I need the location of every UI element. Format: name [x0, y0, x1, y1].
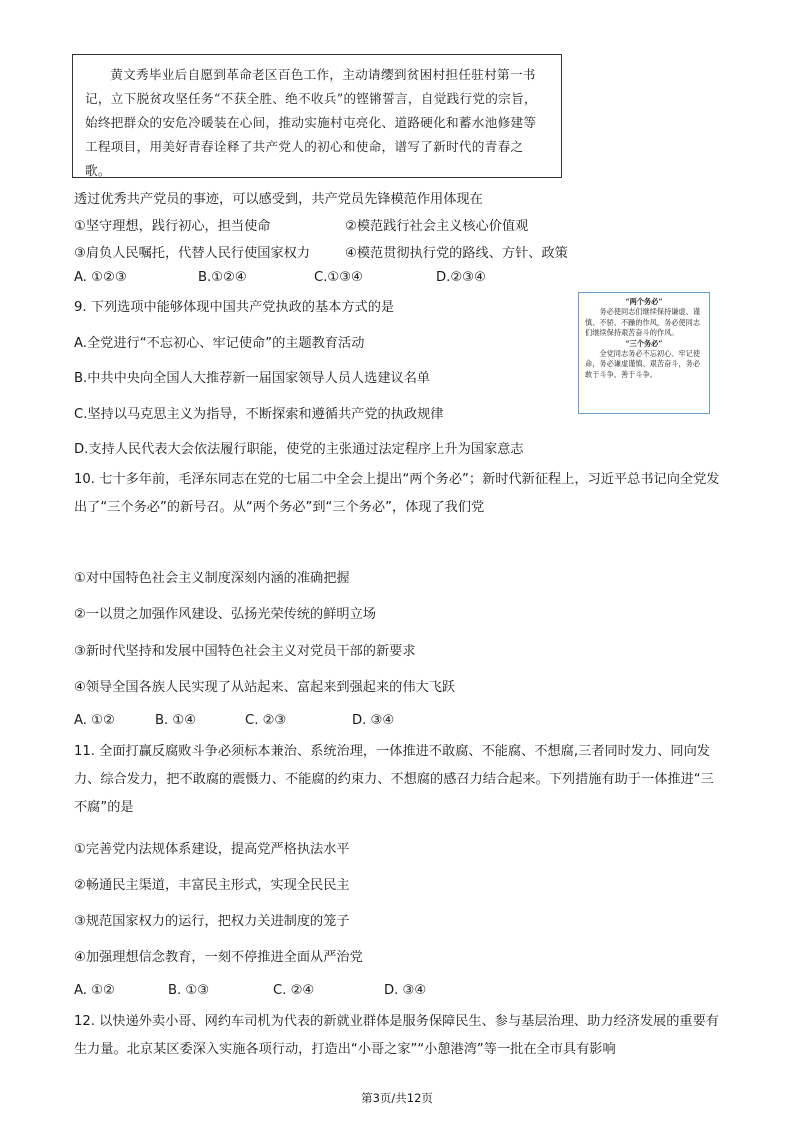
q11-choice-c: C. ②④	[273, 983, 315, 998]
q8-stem: 透过优秀共产党员的事迹，可以感受到，共产党员先锋模范作用体现在	[74, 192, 483, 207]
q10-choice-a: A. ①②	[74, 713, 115, 728]
q10-item-2: ②一以贯之加强作风建设、弘扬光荣传统的鲜明立场	[74, 607, 376, 622]
material-text: 黄文秀毕业后自愿到革命老区百色工作，主动请缨到贫困村担任驻村第一书记，立下脱贫攻坚任务“不获全胜、绝不收兵”的铿锵誓言，自觉践行党的宗旨，始终把群众的安危冷暖装在心间，推动实施村屯亮化、道路硬化和蓄水池修建等工程项目，用美好青春诠释了共产党人的初心和使命，谱写了新时代的青春之歌。	[85, 67, 537, 178]
page-number: 第3页/共12页	[361, 1091, 433, 1105]
q10-choice-b: B. ①④	[155, 713, 197, 728]
q11-item-1: ①完善党内法规体系建设，提高党严格执法水平	[74, 842, 350, 857]
q10-choice-d: D. ③④	[352, 713, 395, 728]
q8-item-2: ②模范践行社会主义核心价值观	[345, 219, 529, 234]
q9-option-a: A.全党进行“不忘初心、牢记使命”的主题教育活动	[74, 336, 365, 351]
q10-choice-c: C. ②③	[245, 713, 287, 728]
material-box	[72, 54, 562, 178]
q8-item-3: ③肩负人民嘱托，代替人民行使国家权力	[74, 246, 311, 261]
two-three-musts-box	[578, 292, 710, 414]
q11-choice-a: A. ①②	[74, 983, 115, 998]
q8-choice-d: D.②③④	[436, 270, 486, 285]
q9-option-c: C.坚持以马克思主义为指导，不断探索和遵循共产党的执政规律	[74, 407, 444, 422]
q8-item-4: ④模范贯彻执行党的路线、方针、政策	[345, 246, 568, 261]
q11-choice-b: B. ①③	[168, 983, 210, 998]
q11-item-4: ④加强理想信念教育，一刻不停推进全面从严治党	[74, 950, 363, 965]
q12-stem-text: 12. 以快递外卖小哥、网约车司机为代表的新就业群体是服务保障民生、参与基层治理、助力经济发展的重要有生力量。北京某区委深入实施各项行动，打造出“小哥之家”“小憩港湾”等一批在全市具有影响	[74, 1014, 719, 1057]
sidebox-text-three: 全党同志务必不忘初心、牢记使命，务必谦虚谨慎、艰苦奋斗，务必敢于斗争、善于斗争。	[585, 349, 701, 379]
q11-item-2: ②畅通民主渠道，丰富民主形式，实现全民民主	[74, 878, 350, 893]
q12-stem	[74, 1008, 726, 1064]
sidebox-title-two: “两个务必”	[625, 297, 663, 306]
q10-stem	[74, 466, 726, 522]
q8-choice-c: C.①③④	[314, 270, 363, 285]
q11-stem	[74, 738, 726, 822]
sidebox-title-three: “三个务必”	[625, 338, 663, 348]
q11-choice-d: D. ③④	[384, 983, 427, 998]
q8-choice-a: A. ①②③	[74, 270, 127, 285]
q9-option-b: B.中共中央向全国人大推荐新一届国家领导人员人选建议名单	[74, 371, 431, 386]
q9-option-d: D.支持人民代表大会依法履行职能，使党的主张通过法定程序上升为国家意志	[74, 442, 524, 457]
q10-item-4: ④领导全国各族人民实现了从站起来、富起来到强起来的伟大飞跃	[74, 680, 456, 695]
q10-stem-text: 10. 七十多年前，毛泽东同志在党的七届二中全会上提出“两个务必”；新时代新征程上，习近平总书记向全党发出了“三个务必”的新号召。从“两个务必”到“三个务必”，体现了我们党	[74, 472, 720, 515]
q11-stem-text: 11. 全面打赢反腐败斗争必须标本兼治、系统治理，一体推进不敢腐、不能腐、不想腐,三者同时发力、同向发力、综合发力，把不敢腐的震慑力、不能腐的约束力、不想腐的感召力结合起来。下列措施有助于一体推进“三不腐”的是	[74, 744, 714, 815]
q10-item-3: ③新时代坚持和发展中国特色社会主义对党员干部的新要求	[74, 644, 416, 659]
q10-item-1: ①对中国特色社会主义制度深刻内涵的准确把握	[74, 571, 350, 586]
q9-stem: 9. 下列选项中能够体现中国共产党执政的基本方式的是	[74, 300, 395, 315]
sidebox-text-two: 务必使同志们继续保持谦虚、谨慎、不骄、不躁的作风，务必使同志们继续保持艰苦奋斗的作风。	[585, 307, 701, 338]
q8-item-1: ①坚守理想，践行初心，担当使命	[74, 219, 271, 234]
q8-choice-b: B.①②④	[198, 270, 247, 285]
q11-item-3: ③规范国家权力的运行，把权力关进制度的笼子	[74, 914, 350, 929]
